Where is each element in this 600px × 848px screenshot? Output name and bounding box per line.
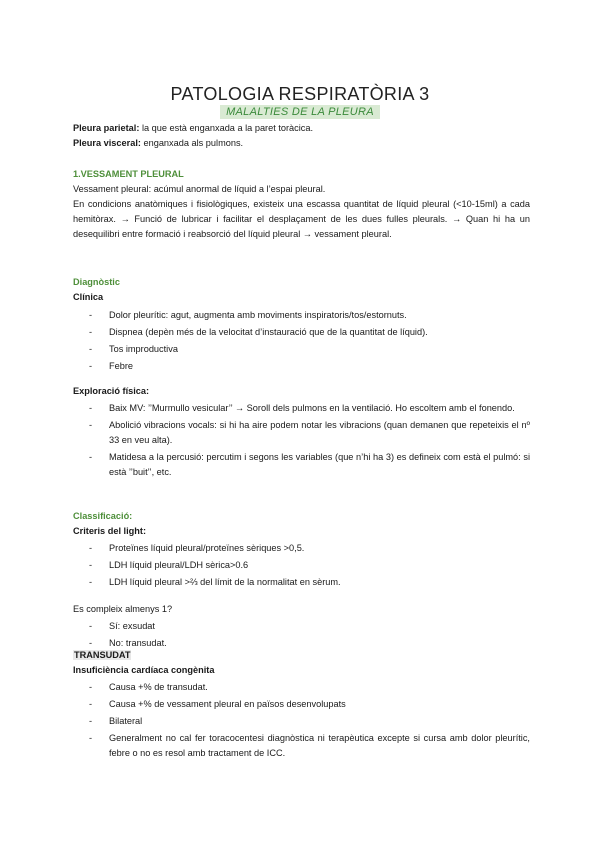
light-criteria-label: Criteris del light: bbox=[73, 526, 146, 536]
list-item: - LDH líquid pleural/LDH sèrica>0.6 bbox=[73, 558, 530, 573]
vessament-paragraph: En condicions anatòmiques i fisiològiques, existeix una escassa quantitat de líquid pleural (<10-15ml) a cada hemitòrax. → Funció de lubricar i facilitar el desplaçament de les dues fulles pleurals. → Quan hi ha un desequilibri entre formació i reabsorció del líquid pleural → vessament pleural. bbox=[73, 199, 530, 239]
section-heading-vessament: 1.VESSAMENT PLEURAL bbox=[73, 169, 184, 179]
list-item: - Bilateral bbox=[73, 714, 530, 729]
answers-list bbox=[73, 619, 530, 651]
section-question bbox=[73, 602, 530, 651]
light-criteria-list bbox=[73, 541, 530, 590]
list-item: - Generalment no cal fer toracocentesi diagnòstica ni terapèutica excepte si cursa amb dolor pleurític, febre o no es resol amb tractament de ICC. bbox=[73, 731, 530, 761]
icc-label: Insuficiència cardíaca congènita bbox=[73, 665, 215, 675]
light-question: Es compleix almenys 1? bbox=[73, 604, 173, 614]
section-heading-transudat: TRANSUDAT bbox=[74, 650, 131, 660]
pleura-visceral-text: enganxada als pulmons. bbox=[140, 138, 244, 148]
list-item: - Causa +% de transudat. bbox=[73, 680, 530, 695]
list-item: - Dolor pleurític: agut, augmenta amb moviments inspiratoris/tos/estornuts. bbox=[73, 308, 530, 323]
list-item: - Tos improductiva bbox=[73, 342, 530, 357]
pleura-visceral-label: Pleura visceral: bbox=[73, 138, 141, 148]
list-item: - Proteïnes líquid pleural/proteïnes sèriques >0,5. bbox=[73, 541, 530, 556]
list-item: - LDH líquid pleural >⅔ del límit de la normalitat en sèrum. bbox=[73, 575, 530, 590]
section-vessament bbox=[73, 167, 530, 242]
exploracio-list bbox=[73, 401, 530, 480]
clinica-list bbox=[73, 308, 530, 374]
pleura-visceral-line bbox=[73, 136, 530, 151]
subtitle-wrap bbox=[0, 102, 600, 120]
section-heading-diagnostic: Diagnòstic bbox=[73, 277, 120, 287]
page-subtitle: MALALTIES DE LA PLEURA bbox=[220, 105, 380, 119]
list-item: - No: transudat. bbox=[73, 636, 530, 651]
section-diagnostic bbox=[73, 275, 530, 374]
pleura-definitions bbox=[73, 121, 530, 151]
section-exploracio bbox=[73, 384, 530, 480]
icc-list bbox=[73, 680, 530, 761]
pleura-parietal-line bbox=[73, 121, 530, 136]
page-title: PATOLOGIA RESPIRATÒRIA 3 bbox=[170, 84, 430, 105]
list-item: - Baix MV: ’’Murmullo vesicular’’ → Soroll dels pulmons en la ventilació. Ho escoltem amb el fonendo. bbox=[73, 401, 530, 416]
pleura-parietal-label: Pleura parietal: bbox=[73, 123, 140, 133]
list-item: - Dispnea (depèn més de la velocitat d’instauració que de la quantitat de líquid). bbox=[73, 325, 530, 340]
exploracio-label: Exploració física: bbox=[73, 386, 150, 396]
list-item: - Sí: exsudat bbox=[73, 619, 530, 634]
list-item: - Causa +% de vessament pleural en països desenvolupats bbox=[73, 697, 530, 712]
list-item: - Febre bbox=[73, 359, 530, 374]
section-transudat bbox=[73, 648, 530, 761]
section-classificacio bbox=[73, 509, 530, 590]
clinica-label: Clínica bbox=[73, 292, 104, 302]
section-heading-classificacio: Classificació: bbox=[73, 511, 133, 521]
list-item: - Abolició vibracions vocals: si hi ha aire podem notar les vibracions (quan demanen que repeteixis el nº 33 en veu alta). bbox=[73, 418, 530, 448]
pleura-parietal-text: la que està enganxada a la paret toràcica. bbox=[139, 123, 314, 133]
list-item: - Matidesa a la percusió: percutim i segons les variables (que n’hi ha 3) es defineix com està el pulmó: si està ’’buit’’, etc. bbox=[73, 450, 530, 480]
vessament-definition: Vessament pleural: acúmul anormal de líquid a l’espai pleural. bbox=[73, 184, 326, 194]
